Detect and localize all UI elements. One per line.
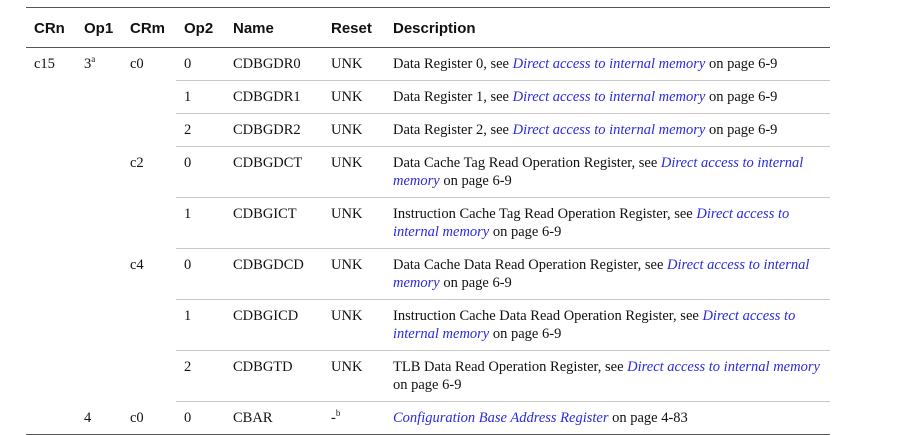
name-cell: CDBGICD [225,300,323,351]
crm-cell [122,147,176,249]
name-cell: CDBGICT [225,198,323,249]
description-page: on page 6-9 [439,173,512,189]
direct-access-link[interactable]: Direct access to internal memory [393,257,810,291]
table-row [26,249,830,300]
reset-cell: UNK [323,114,385,147]
op2-cell: 1 [176,300,225,351]
description-text: Data Cache Tag Read Operation Register, see [393,155,661,171]
description-text: Data Cache Data Read Operation Register, see [393,257,667,273]
crn-cell [26,402,76,435]
direct-access-link[interactable]: Direct access to internal memory [512,122,706,138]
description-text: TLB Data Read Operation Register, see [393,359,628,375]
description-cell [385,300,830,351]
name-cell: CDBGDCD [225,249,323,300]
name-cell: CDBGTD [225,351,323,402]
cbar-link[interactable]: Configuration Base Address Register [393,410,609,426]
direct-access-link[interactable]: Direct access to internal memory [627,359,820,375]
reset-cell: UNK [323,300,385,351]
op2-cell: 2 [176,114,225,147]
table-header-row [26,8,830,48]
header-reset: Reset [323,8,385,48]
op2-cell: 0 [176,249,225,300]
reset-cell [323,402,385,435]
description-text: Instruction Cache Tag Read Operation Register, see [393,206,697,222]
description-page: on page 4-83 [608,410,688,426]
header-op2: Op2 [176,8,225,48]
reset-cell: UNK [323,48,385,81]
name-cell: CDBGDCT [225,147,323,198]
crm-cell [122,48,176,147]
footnote-a: a [91,54,96,65]
description-page: on page 6-9 [705,89,778,105]
register-table [26,7,830,435]
description-cell [385,249,830,300]
name-cell: CDBGDR2 [225,114,323,147]
description-text: Data Register 0, see [393,56,513,72]
reset-cell: UNK [323,198,385,249]
description-cell [385,402,830,435]
description-page: on page 6-9 [393,377,462,393]
name-cell: CBAR [225,402,323,435]
description-text: Instruction Cache Data Read Operation Register, see [393,308,703,324]
description-page: on page 6-9 [489,224,562,240]
op2-cell: 0 [176,147,225,198]
description-cell [385,147,830,198]
crm-cell: c0 [122,402,176,435]
header-crm: CRm [122,8,176,48]
op1-cell: 4 [76,402,122,435]
reset-cell: UNK [323,81,385,114]
header-name: Name [225,8,323,48]
crn-value: c15 [34,56,55,72]
header-description: Description [385,8,830,48]
description-cell [385,198,830,249]
footnote-b: b [335,408,341,419]
crm-value: c4 [130,256,144,273]
description-page: on page 6-9 [705,122,778,138]
header-crn: CRn [26,8,76,48]
reset-cell: UNK [323,249,385,300]
description-cell [385,351,830,402]
crm-value: c2 [130,154,144,171]
crn-cell [26,48,76,402]
description-page: on page 6-9 [705,56,778,72]
op2-cell: 2 [176,351,225,402]
description-text: Data Register 1, see [393,89,513,105]
name-cell: CDBGDR0 [225,48,323,81]
op2-cell: 1 [176,198,225,249]
table-row [26,402,830,435]
name-cell: CDBGDR1 [225,81,323,114]
op2-cell: 1 [176,81,225,114]
description-cell [385,114,830,147]
direct-access-link[interactable]: Direct access to internal memory [512,89,706,105]
reset-cell: UNK [323,351,385,402]
table-row [26,147,830,198]
description-cell [385,81,830,114]
op1-cell [76,48,122,402]
description-page: on page 6-9 [489,326,562,342]
direct-access-link[interactable]: Direct access to internal memory [512,56,706,72]
op2-cell: 0 [176,48,225,81]
description-page: on page 6-9 [439,275,512,291]
direct-access-link[interactable]: Direct access to internal memory [393,155,804,189]
table-row [26,48,830,81]
op2-cell: 0 [176,402,225,435]
direct-access-link[interactable]: Direct access to internal memory [393,308,796,342]
description-cell [385,48,830,81]
header-op1: Op1 [76,8,122,48]
reset-value: - [331,410,336,426]
reset-cell: UNK [323,147,385,198]
crm-cell [122,249,176,402]
crm-value: c0 [130,56,144,72]
description-text: Data Register 2, see [393,122,513,138]
op1-value: 3 [84,56,92,72]
direct-access-link[interactable]: Direct access to internal memory [393,206,790,240]
